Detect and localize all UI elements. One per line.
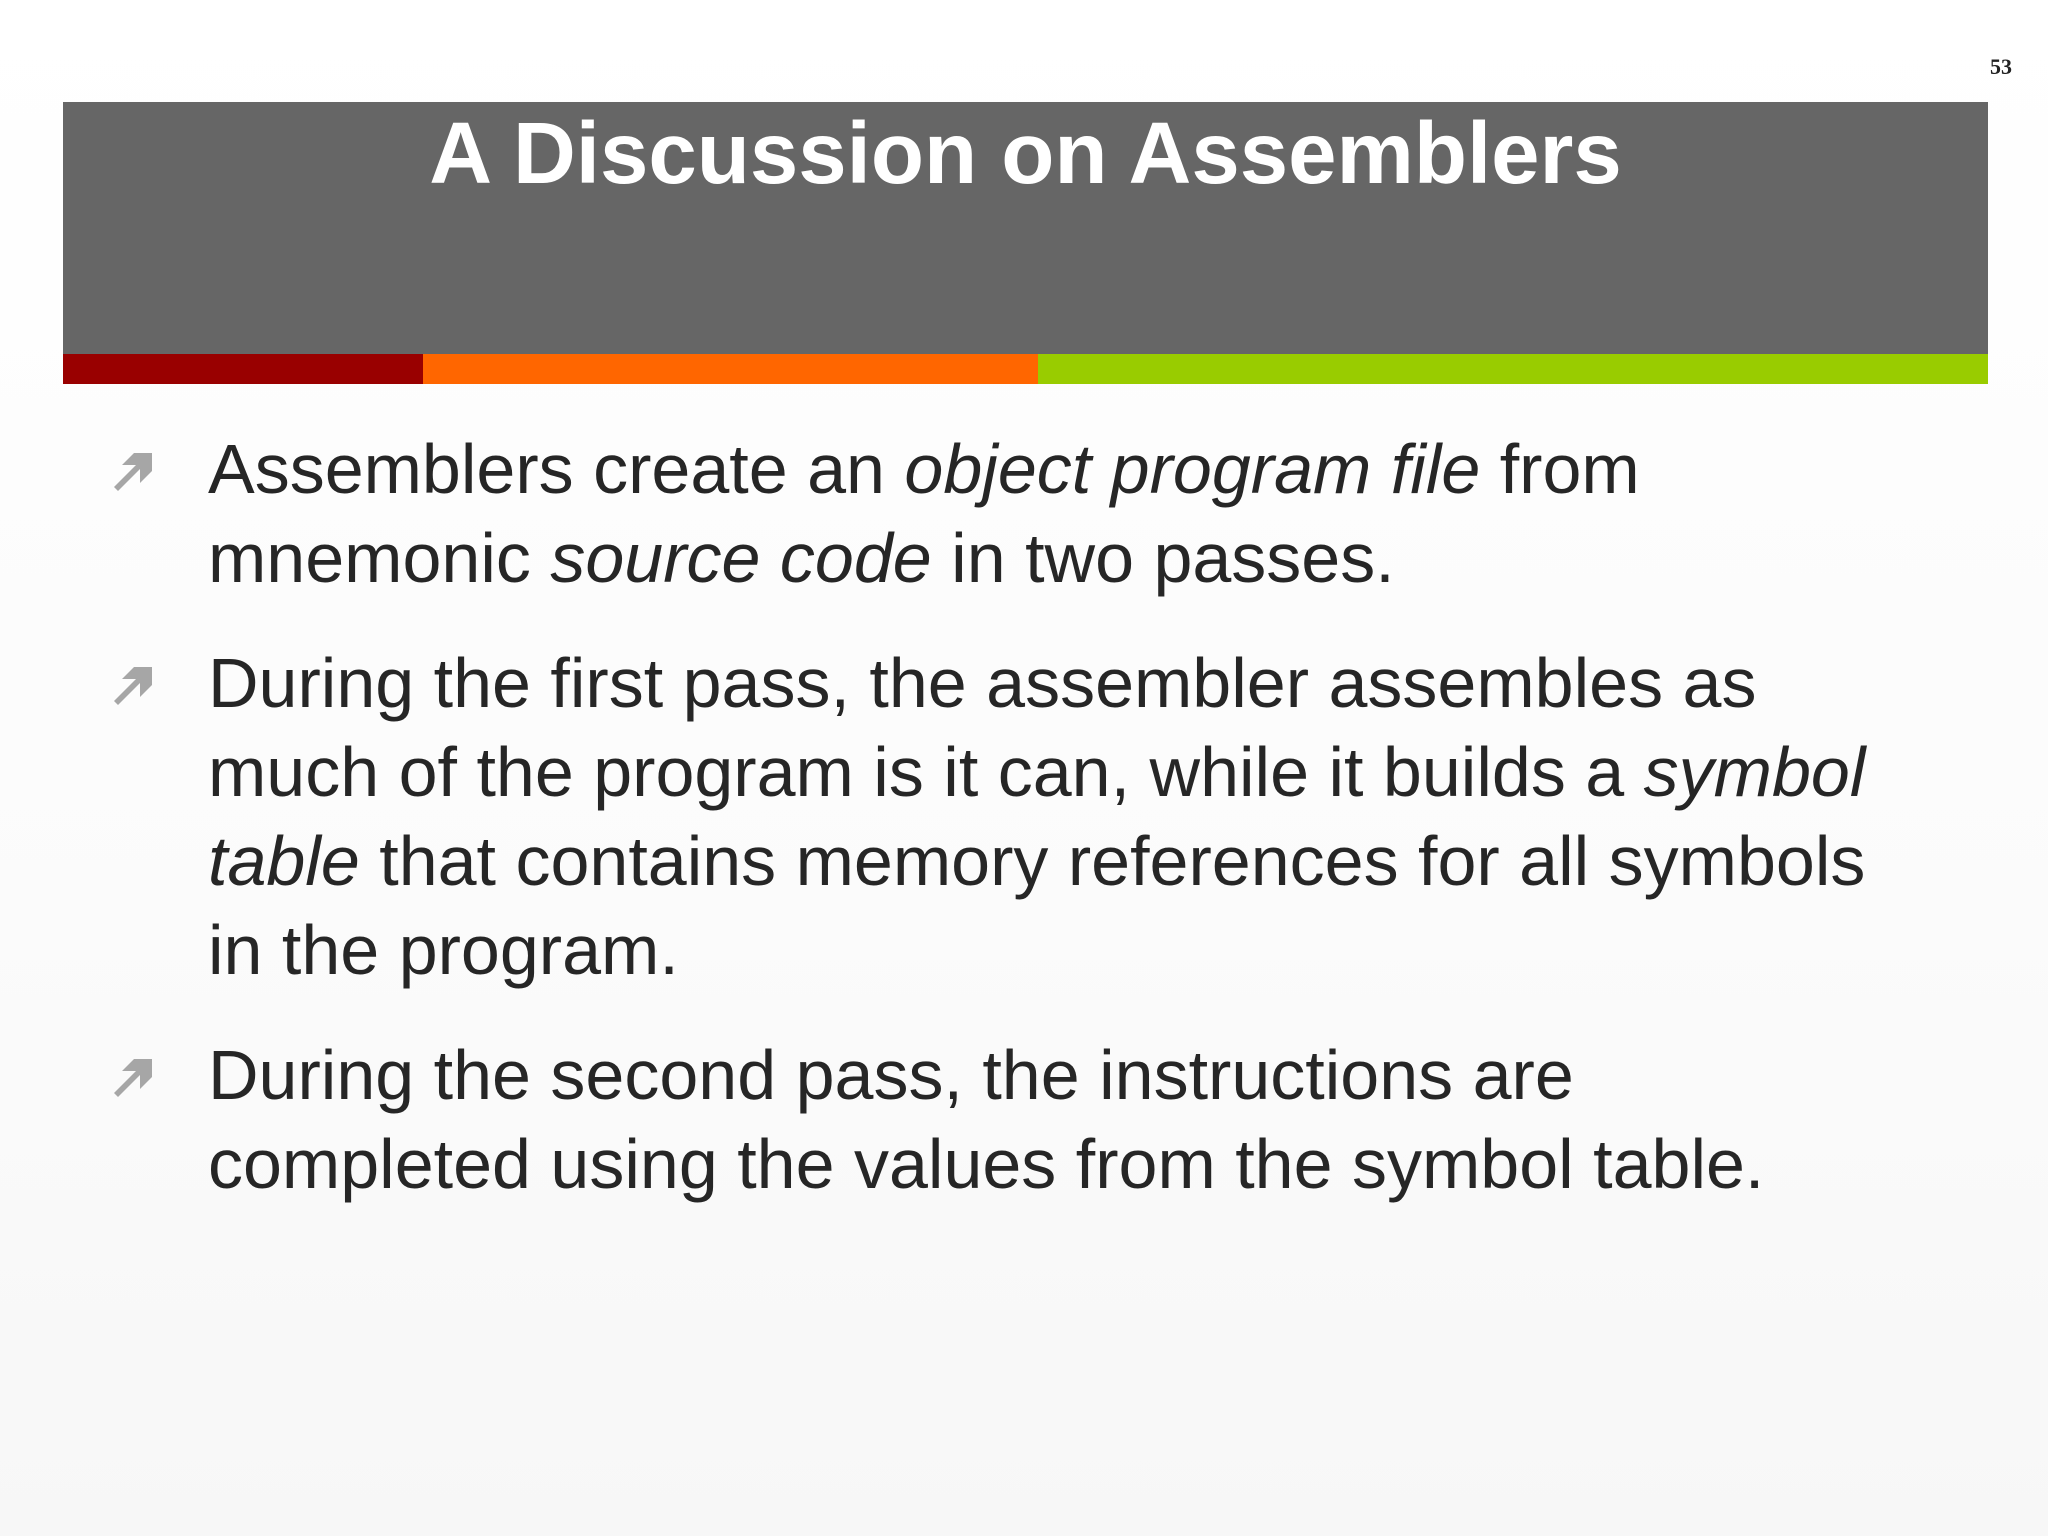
arrow-up-right-icon xyxy=(108,447,158,497)
slide-title: A Discussion on Assemblers xyxy=(429,105,1622,202)
bullet-list xyxy=(108,425,1908,1245)
accent-segment-green xyxy=(1038,354,1988,384)
title-bar xyxy=(63,102,1988,354)
bullet-text: During the first pass, the assembler assembles as much of the program is it can, while it builds a symbol table that contains memory references for all symbols in the program. xyxy=(208,644,1866,989)
bullet-text: During the second pass, the instructions are completed using the values from the symbol table. xyxy=(208,1036,1765,1203)
accent-segment-red xyxy=(63,354,423,384)
accent-strip xyxy=(63,354,1988,384)
arrow-up-right-icon xyxy=(108,661,158,711)
bullet-item xyxy=(108,425,1908,603)
bullet-item xyxy=(108,639,1908,995)
bullet-item xyxy=(108,1031,1908,1209)
accent-segment-orange xyxy=(423,354,1038,384)
bullet-text: Assemblers create an object program file from mnemonic source code in two passes. xyxy=(208,430,1640,597)
page-number: 53 xyxy=(1990,54,2012,79)
arrow-up-right-icon xyxy=(108,1053,158,1103)
